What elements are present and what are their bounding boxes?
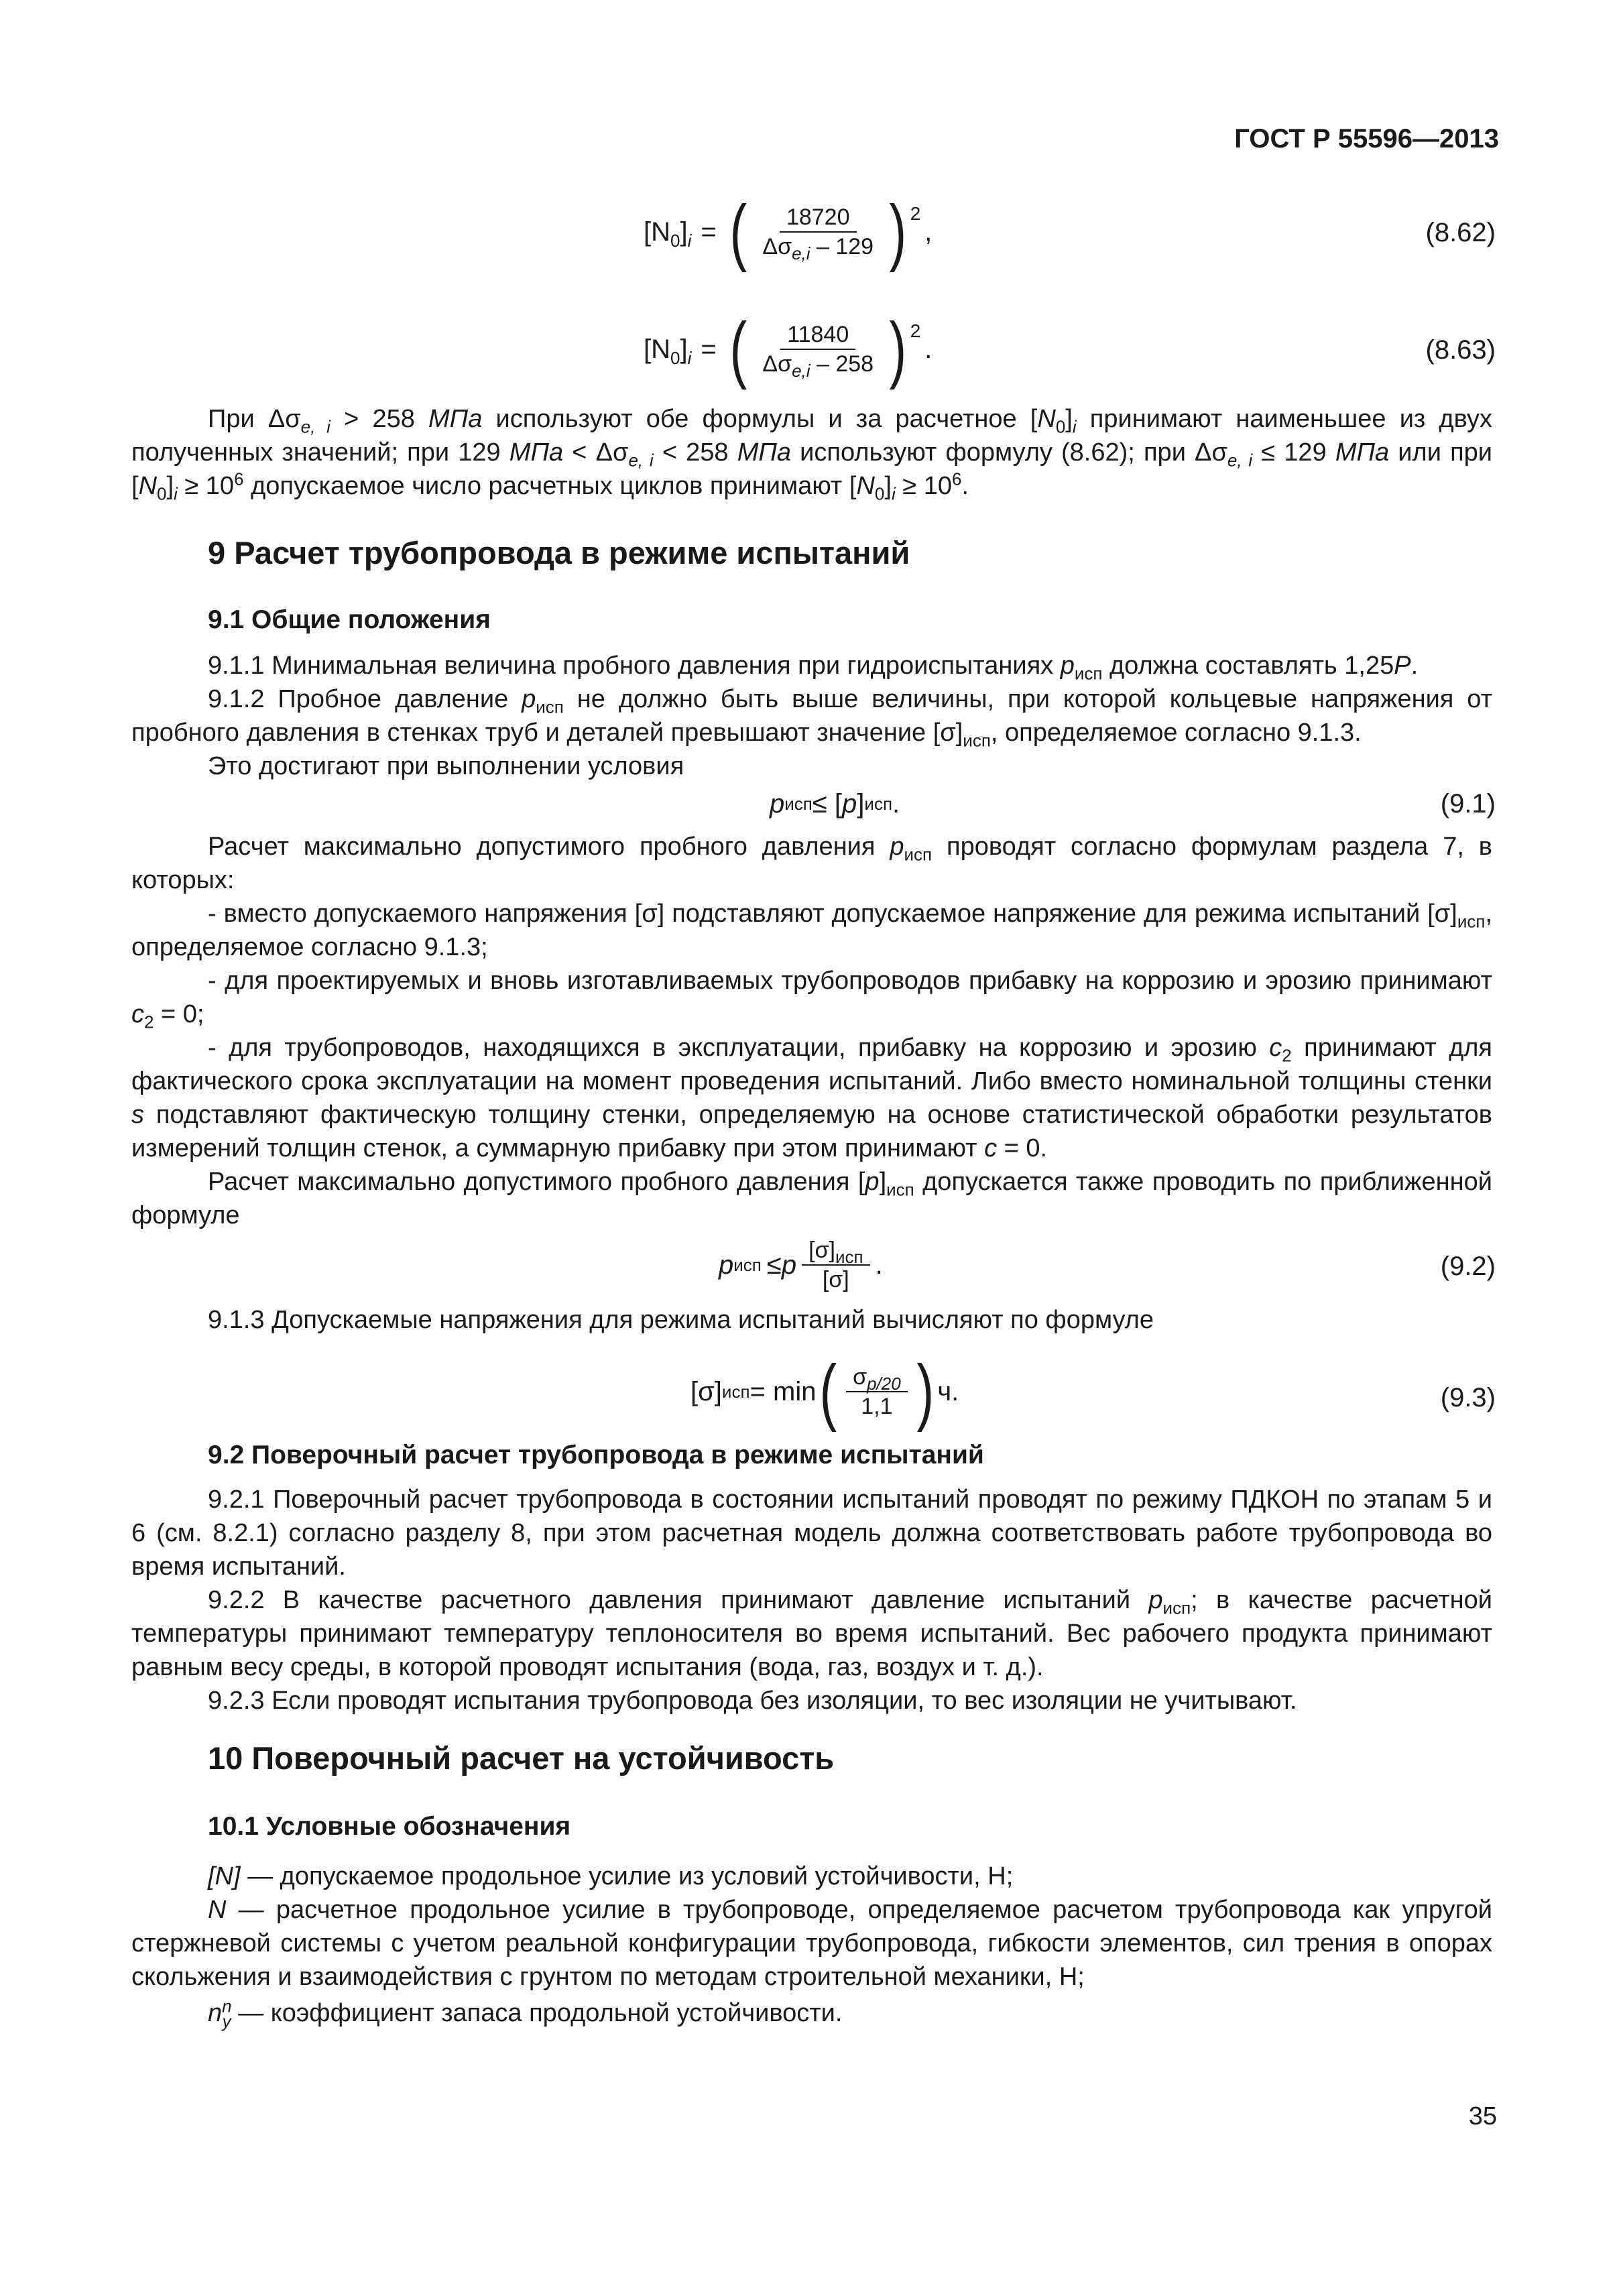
- list-item-stress: - вместо допускаемого напряжения [σ] подставляют допускаемое напряжение для режима испытаний $[\sigma]_{исп}$, определяемое согласно 9.1.3;: [131, 900, 1492, 961]
- equation-number: (8.62): [1425, 218, 1496, 247]
- paragraph-9-2-3: 9.2.3 Если проводят испытания трубопровода без изоляции, то вес изоляции не учитывают.: [208, 1687, 1297, 1715]
- list-item-corrosion-existing: - для трубопроводов, находящихся в эксплуатации, прибавку на коррозию и эрозию $c_2$ принимают для фактического срока эксплуатации на момент проведения испытаний. Либо вместо номинальной толщины стенки s подставляют фактическую толщину стенки, определяемую на основе статистической обработки результатов измерений толщин стенок, а суммарную прибавку при этом принимают c = 0.: [131, 1034, 1492, 1162]
- fraction: $\frac{11840}{\Delta\sigma_{e,i} - 258}$: [762, 322, 874, 381]
- formula-8-62: $[N_0]_i$ = ( $\frac{18720}{\Delta\sigma_{e,i} - 129}$ ) 2 , (8.62): [644, 190, 1496, 273]
- paragraph-approx: Расчет максимально допустимого пробного давления $[p]_{исп}$ допускается также проводить по приближенной формуле: [131, 1168, 1492, 1229]
- formula-lhs: $[N_0]_i$: [644, 217, 692, 251]
- paragraph-condition: Это достигают при выполнении условия: [208, 752, 684, 780]
- section-title-9: 9 Расчет трубопровода в режиме испытаний: [208, 535, 910, 570]
- definition-allowable-force: [N] — допускаемое продольное усилие из условий устойчивости, Н;: [208, 1862, 1014, 1890]
- subsection-title-9-1: 9.1 Общие положения: [208, 605, 491, 634]
- right-paren: ): [916, 1350, 934, 1433]
- equation-number: (9.1): [1440, 789, 1496, 819]
- paragraph-9-2-1: 9.2.1 Поверочный расчет трубопровода в состоянии испытаний проводят по режиму ПДКОН по этапам 5 и 6 (см. 8.2.1) согласно разделу 8, при этом расчетная модель должна соответствовать работе трубопровода во время испытаний.: [131, 1486, 1492, 1581]
- paragraph-9-1-3: 9.1.3 Допускаемые напряжения для режима испытаний вычисляют по формуле: [208, 1306, 1154, 1334]
- page-number: 35: [1468, 2102, 1497, 2130]
- definition-safety-factor: $n^n_y$ — коэффициент запаса продольной устойчивости.: [208, 1996, 843, 2031]
- fraction: $\frac{\sigma_{p/20}}{1,1}$: [846, 1363, 908, 1421]
- definition-design-force: N — расчетное продольное усилие в трубопроводе, определяемое расчетом трубопровода как упругой стержневой системы с учетом реальной конфигурации трубопровода, гибкости элементов, сил трения в опорах скольжения и взаимодействия с грунтом по методам строительной механики, Н;: [131, 1896, 1492, 1991]
- equation-number: (8.63): [1425, 335, 1496, 365]
- formula-9-2: p исп ≤ p $\frac{[\sigma]_{исп}}{[\sigma]}$ . (9.2): [719, 1237, 1496, 1292]
- right-paren: ): [889, 190, 907, 273]
- formula-8-63: $[N_0]_i$ = ( $\frac{11840}{\Delta\sigma_{e,i} - 258}$ ) 2 . (8.63): [644, 308, 1496, 390]
- paragraph-9-1-1: 9.1.1 Минимальная величина пробного давления при гидроиспытаниях $p_{исп}$ должна составлять 1,25P.: [208, 652, 1419, 684]
- paragraph-cycles: При $\Delta\sigma_{e, i} > 258$ МПа используют обе формулы и за расчетное $[N_0]_i$ принимают наименьшее из двух полученных значений; при 129 МПа < $\Delta\sigma_{e, i} < 258$ МПа используют формулу (8.62); при $\Delta\sigma_{e, i} \le 129$ МПа или при $[N_0]_i \ge 10^6$ допускаемое число расчетных циклов принимают $[N_0]_i \ge 10^6$.: [131, 405, 1493, 504]
- left-paren: (: [819, 1350, 837, 1433]
- formula-9-3: [σ] исп = min ( $\frac{\sigma_{p/20}}{1,1}$ ) ч. (9.3): [690, 1350, 1496, 1433]
- left-paren: (: [729, 308, 747, 390]
- equation-number: (9.3): [1440, 1383, 1496, 1412]
- subsection-title-9-2: 9.2 Поверочный расчет трубопровода в режиме испытаний: [208, 1441, 984, 1469]
- paragraph-9-1-2: 9.1.2 Пробное давление $p_{исп}$ не должно быть выше величины, при которой кольцевые напряжения от пробного давления в стенках труб и деталей превышают значение $[\sigma]_{исп}$, определяемое согласно 9.1.3.: [131, 685, 1492, 751]
- section-title-10: 10 Поверочный расчет на устойчивость: [208, 1740, 835, 1776]
- left-paren: (: [729, 190, 747, 273]
- subsection-title-10-1: 10.1 Условные обозначения: [208, 1812, 571, 1841]
- fraction: $\frac{18720}{\Delta\sigma_{e,i} - 129}$: [762, 204, 874, 263]
- list-item-corrosion-new: - для проектируемых и вновь изготавливаемых трубопроводов прибавку на коррозию и эрозию принимают $c_2 = 0$;: [131, 967, 1492, 1032]
- paragraph-max-pressure: Расчет максимально допустимого пробного давления $p_{исп}$ проводят согласно формулам раздела 7, в которых:: [131, 833, 1492, 894]
- equation-number: (9.2): [1440, 1252, 1496, 1281]
- formula-lhs: $[N_0]_i$: [644, 335, 692, 368]
- paragraph-9-2-2: 9.2.2 В качестве расчетного давления принимают давление испытаний $p_{исп}$; в качестве расчетной температуры принимают температуру теплоносителя во время испытаний. Вес рабочего продукта принимают равным весу среды, в которой проводят испытания (вода, газ, воздух и т. д.).: [131, 1586, 1492, 1681]
- right-paren: ): [889, 308, 907, 390]
- formula-9-1: p исп ≤ [ p ] исп . (9.1): [0, 783, 1623, 830]
- document-header: ГОСТ Р 55596—2013: [1234, 124, 1499, 154]
- fraction: $\frac{[\sigma]_{исп}}{[\sigma]}$: [802, 1236, 870, 1294]
